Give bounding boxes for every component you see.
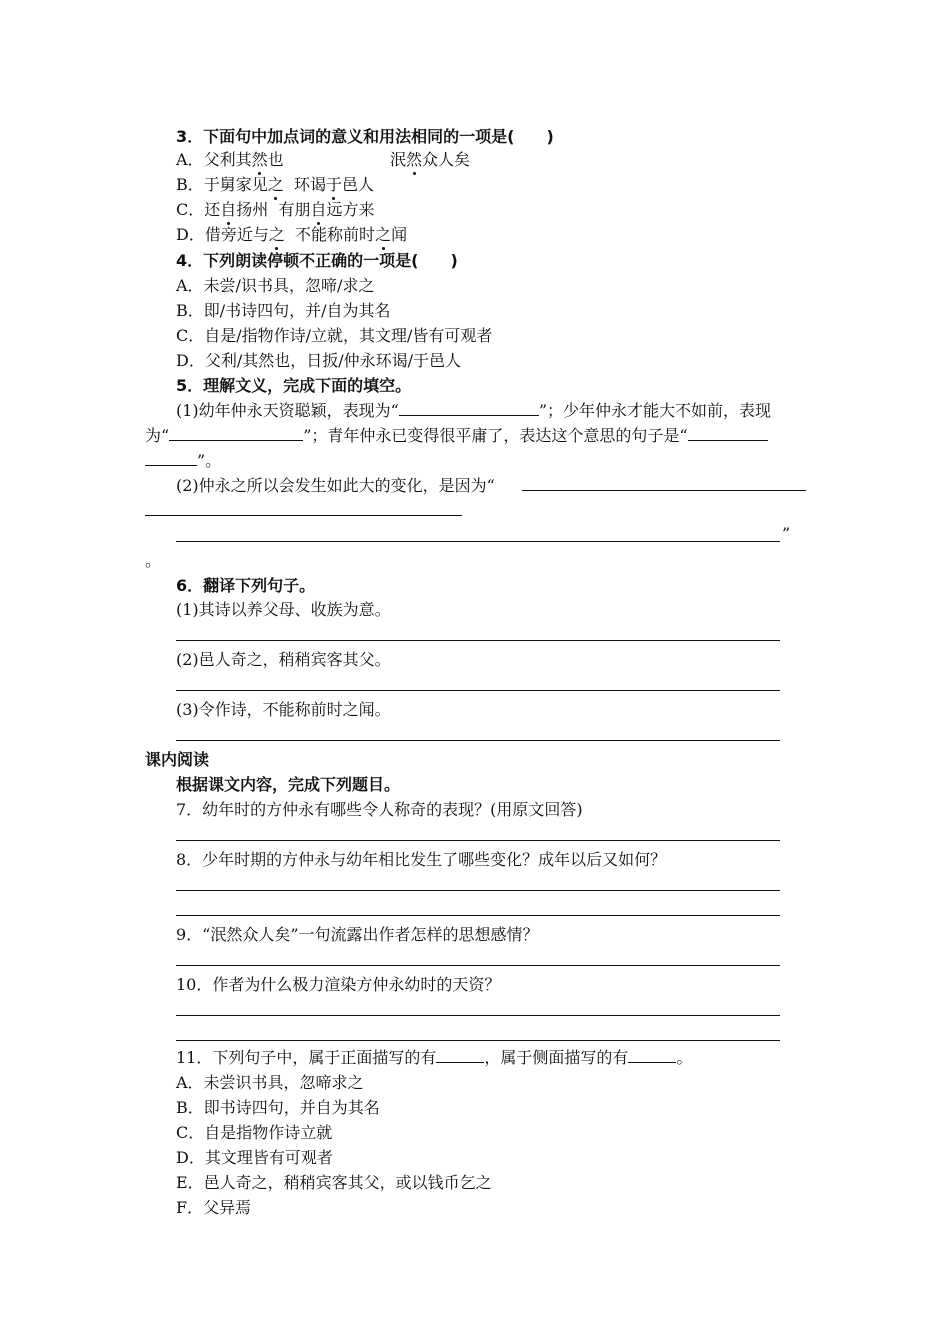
q4-title: 4．下列朗读停顿不正确的一项是( ) bbox=[176, 251, 458, 270]
answer-line[interactable] bbox=[176, 740, 780, 741]
dotted-char: 自 bbox=[310, 200, 327, 219]
q5-part1-line1: (1)幼年仲永天资聪颖，表现为“ ”；少年仲永才能大不如前，表现 bbox=[176, 401, 772, 420]
answer-line[interactable] bbox=[176, 915, 780, 916]
q10-text: 10．作者为什么极力渲染方仲永幼时的天资？ bbox=[176, 975, 501, 994]
q11-option-e: E．邑人奇之，稍稍宾客其父，或以钱币乞之 bbox=[176, 1173, 492, 1192]
q4-option-d: D．父利/其然也，日扳/仲永环谒/于邑人 bbox=[176, 351, 462, 370]
section-instruction: 根据课文内容，完成下列题目。 bbox=[176, 775, 401, 794]
q6-title: 6．翻译下列句子。 bbox=[176, 576, 316, 595]
answer-line[interactable] bbox=[176, 1040, 780, 1041]
q3-option-a: A．父利其然也 bbox=[176, 150, 284, 169]
answer-line[interactable] bbox=[176, 890, 780, 891]
answer-line[interactable] bbox=[176, 640, 780, 641]
dotted-char: 之 bbox=[375, 225, 392, 244]
q7-text: 7．幼年时的方仲永有哪些令人称奇的表现？(用原文回答) bbox=[176, 800, 583, 819]
q3-option-d: D．借旁近与之 不能称前时之闻 bbox=[176, 225, 408, 244]
q11-option-d: D．其文理皆有可观者 bbox=[176, 1148, 333, 1167]
section-heading: 课内阅读 bbox=[145, 750, 210, 769]
answer-line[interactable] bbox=[176, 541, 780, 542]
q11-option-c: C．自是指物作诗立就 bbox=[176, 1123, 333, 1142]
answer-blank[interactable] bbox=[628, 1048, 676, 1063]
q11-option-a: A．未尝识书具，忽啼求之 bbox=[176, 1073, 364, 1092]
answer-line[interactable] bbox=[145, 515, 462, 516]
q5-part1-line3: ”。 bbox=[145, 451, 221, 471]
dotted-char: 然 bbox=[251, 150, 268, 169]
answer-blank[interactable] bbox=[169, 426, 303, 441]
q5-end-punct: 。 bbox=[145, 551, 162, 570]
answer-blank[interactable] bbox=[688, 426, 768, 441]
dotted-char: 之 bbox=[267, 175, 284, 194]
q5-title: 5．理解文义，完成下面的填空。 bbox=[176, 376, 412, 395]
q4-option-c: C．自是/指物作诗/立就，其文理/皆有可观者 bbox=[176, 326, 493, 345]
answer-line[interactable] bbox=[176, 840, 780, 841]
answer-line[interactable] bbox=[522, 490, 806, 491]
q4-option-b: B．即/书诗四句，并/自为其名 bbox=[176, 301, 391, 320]
q3-option-b: B．于舅家见之 环谒于邑人 bbox=[176, 175, 375, 194]
q6-sentence-2: (2)邑人奇之，稍稍宾客其父。 bbox=[176, 650, 391, 669]
answer-blank[interactable] bbox=[436, 1048, 484, 1063]
answer-line[interactable] bbox=[176, 1015, 780, 1016]
q11-option-f: F．父异焉 bbox=[176, 1198, 252, 1217]
q3-title: 3．下面句中加点词的意义和用法相同的一项是( ) bbox=[176, 127, 554, 146]
q11-option-b: B．即书诗四句，并自为其名 bbox=[176, 1098, 380, 1117]
answer-blank[interactable] bbox=[399, 401, 539, 416]
dotted-char: 然 bbox=[406, 150, 423, 169]
dotted-char: 自 bbox=[220, 200, 237, 219]
dotted-char: 之 bbox=[268, 225, 285, 244]
q5-close-quote: ” bbox=[782, 524, 791, 543]
q3-option-a-second: 泯然众人矣 bbox=[390, 150, 471, 169]
answer-line[interactable] bbox=[176, 690, 780, 691]
q5-part2-line1: (2)仲永之所以会发生如此大的变化，是因为“ bbox=[176, 476, 495, 495]
q6-sentence-1: (1)其诗以养父母、收族为意。 bbox=[176, 600, 391, 619]
q9-text: 9．“泯然众人矣”一句流露出作者怎样的思想感情？ bbox=[176, 925, 539, 944]
q6-sentence-3: (3)令作诗，不能称前时之闻。 bbox=[176, 700, 391, 719]
q11-title: 11．下列句子中，属于正面描写的有 ，属于侧面描写的有 。 bbox=[176, 1048, 693, 1067]
q3-option-c: C．还自扬州 有朋自远方来 bbox=[176, 200, 375, 219]
q8-text: 8．少年时期的方仲永与幼年相比发生了哪些变化？成年以后又如何？ bbox=[176, 850, 667, 869]
answer-line[interactable] bbox=[176, 965, 780, 966]
dotted-char: 于 bbox=[325, 175, 342, 194]
q5-part1-line2: 为“ ”；青年仲永已变得很平庸了，表达这个意思的句子是“ bbox=[145, 426, 768, 446]
q4-option-a: A．未尝/识书具，忽啼/求之 bbox=[176, 276, 375, 295]
answer-blank[interactable] bbox=[145, 451, 197, 466]
